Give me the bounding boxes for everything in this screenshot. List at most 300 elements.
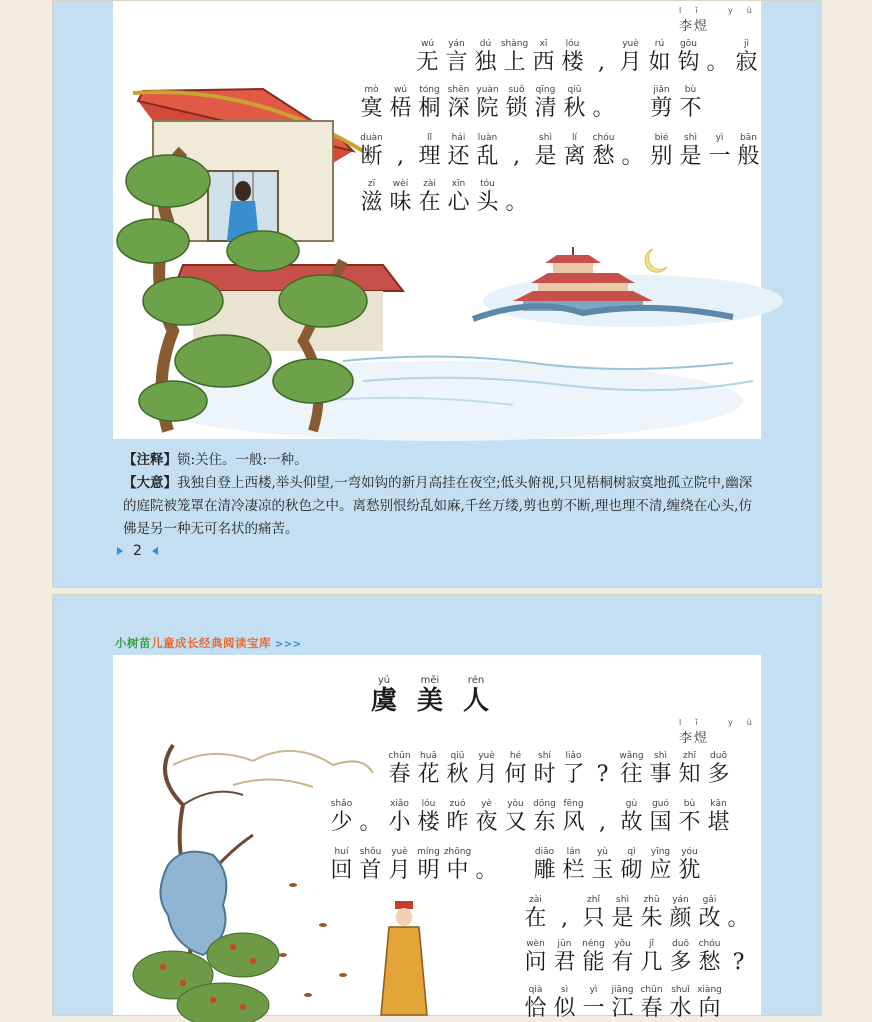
pinyin: duō [710, 751, 727, 761]
hanzi: 梧 [389, 96, 412, 121]
poem-char [385, 751, 414, 788]
hanzi: 上 [503, 50, 526, 75]
poem-char [531, 133, 560, 170]
pinyin: shǎo [330, 799, 353, 809]
hanzi: ? [732, 950, 745, 975]
pinyin: qiū [567, 85, 582, 95]
poem-char [530, 751, 559, 788]
hanzi: 锁 [505, 96, 528, 121]
pinyin: gōu [680, 39, 697, 49]
poem-char [356, 799, 385, 836]
hanzi: 。 [475, 858, 498, 883]
poem-char [617, 847, 646, 884]
pinyin: lán [566, 847, 581, 857]
hanzi: 别 [650, 144, 673, 169]
poem-char [502, 179, 531, 216]
hanzi: 何 [504, 762, 527, 787]
poem-char [676, 85, 705, 122]
hanzi: 寞 [360, 96, 383, 121]
pinyin: zài [423, 179, 436, 189]
pinyin: qiū [450, 751, 465, 761]
pinyin: lí [571, 133, 577, 143]
author-pinyin-two: lǐ yù [679, 718, 766, 727]
hanzi: 颜 [669, 906, 692, 931]
pinyin: dōng [533, 799, 556, 809]
hanzi: 深 [447, 96, 470, 121]
hanzi: 愁 [698, 950, 721, 975]
poem-char [472, 847, 501, 884]
poem-char [647, 133, 676, 170]
pinyin: zhōng [443, 847, 472, 857]
pinyin: qì [627, 847, 636, 857]
hanzi: 滋 [360, 190, 383, 215]
poem-line [357, 85, 705, 122]
poem-char [501, 799, 530, 836]
poem-char [550, 895, 579, 932]
pinyin: qià [528, 985, 543, 995]
poem-char [704, 799, 733, 836]
poem-char [675, 799, 704, 836]
poem-char [529, 39, 558, 76]
poem-char [666, 939, 695, 976]
hanzi: 春 [640, 996, 663, 1021]
hanzi: 不 [679, 96, 702, 121]
hanzi: ? [596, 762, 609, 787]
hanzi: 只 [582, 906, 605, 931]
pinyin: shì [616, 895, 629, 905]
poem-char [589, 133, 618, 170]
hanzi: 月 [388, 858, 411, 883]
hanzi: 国 [649, 810, 672, 835]
author-name: lǐ yù 李煜 [679, 6, 766, 34]
poem-char [646, 799, 675, 836]
pinyin: rú [654, 39, 665, 49]
poem-char [415, 179, 444, 216]
poem-char [357, 85, 386, 122]
pinyin: shàng [500, 39, 529, 49]
hanzi: 楼 [561, 50, 584, 75]
hanzi: 院 [476, 96, 499, 121]
hanzi: 明 [417, 858, 440, 883]
hanzi: 中 [446, 858, 469, 883]
hanzi: 风 [562, 810, 585, 835]
hanzi: 。 [621, 144, 644, 169]
pinyin: suǒ [508, 85, 525, 95]
poem-char [501, 751, 530, 788]
hanzi: 事 [649, 762, 672, 787]
poem-char [588, 799, 617, 836]
hanzi: 味 [389, 190, 412, 215]
hanzi: 头 [476, 190, 499, 215]
poem-char [618, 85, 647, 122]
poem-char [705, 133, 734, 170]
hanzi: 首 [359, 858, 382, 883]
author-name-two: lǐ yù 李煜 [679, 718, 766, 746]
hanzi: 多 [669, 950, 692, 975]
hanzi: 雕 [533, 858, 556, 883]
poem-char [608, 985, 637, 1022]
poem-char [443, 799, 472, 836]
hanzi: 改 [698, 906, 721, 931]
hanzi: 栏 [562, 858, 585, 883]
poem-char [616, 39, 645, 76]
pinyin: gǎi [702, 895, 717, 905]
pinyin: bù [683, 799, 696, 809]
poem-char [608, 895, 637, 932]
hanzi: 回 [330, 858, 353, 883]
poem-char [559, 847, 588, 884]
poem-char [385, 799, 414, 836]
poem-char [704, 751, 733, 788]
hanzi: 如 [648, 50, 671, 75]
hanzi: 玉 [591, 858, 614, 883]
pinyin: duō [672, 939, 689, 949]
poem-char [414, 751, 443, 788]
hanzi: 。 [505, 190, 528, 215]
page-two [52, 594, 822, 1021]
pinyin: yuàn [476, 85, 499, 95]
hanzi: 水 [669, 996, 692, 1021]
pinyin: yòu [507, 799, 524, 809]
pinyin: zī [367, 179, 376, 189]
hanzi: 清 [534, 96, 557, 121]
poem-char [327, 799, 356, 836]
hanzi: 钩 [677, 50, 700, 75]
poem-panel-two [113, 655, 766, 1021]
hanzi: 故 [620, 810, 643, 835]
pinyin: chūn [388, 751, 411, 761]
pinyin: huí [334, 847, 349, 857]
hanzi: 向 [698, 996, 721, 1021]
pinyin: huā [420, 751, 437, 761]
pinyin: jiāng [611, 985, 634, 995]
poem-char [442, 39, 471, 76]
pinyin: yì [589, 985, 598, 995]
poem-char [560, 133, 589, 170]
poem-char [675, 847, 704, 884]
left-triangle-icon [152, 547, 158, 555]
pinyin: yuè [478, 751, 495, 761]
pinyin: shì [539, 133, 552, 143]
hanzi: 离 [563, 144, 586, 169]
title-char [453, 675, 499, 716]
pinyin: yǒu [614, 939, 631, 949]
hanzi: 虞 [370, 686, 397, 716]
poem-char [703, 39, 732, 76]
poem-char [502, 133, 531, 170]
poem-char [579, 895, 608, 932]
poem-char [589, 85, 618, 122]
poem-line [521, 985, 724, 1022]
hanzi: 美 [416, 686, 443, 716]
hanzi: 又 [504, 810, 527, 835]
pinyin: shì [684, 133, 697, 143]
poem-char [724, 895, 753, 932]
title-char [361, 675, 407, 716]
pinyin: yì [715, 133, 724, 143]
poem-char [617, 751, 646, 788]
hanzi: 多 [707, 762, 730, 787]
pinyin: dú [479, 39, 492, 49]
poem-char [695, 939, 724, 976]
hanzi: 般 [737, 144, 760, 169]
hanzi: 几 [640, 950, 663, 975]
poem-line [385, 751, 733, 788]
pinyin: chóu [698, 939, 721, 949]
meaning-paragraph: 【大意】我独自登上西楼,举头仰望,一弯如钩的新月高挂在夜空;低头俯视,只见梧桐树寂寞地孤立院中,幽深的庭院被笼罩在清冷凄凉的秋色之中。离愁别恨纷乱如麻,千丝万缕,剪也剪不断,理也理不清,缠绕在心头,仿佛是另一种无可名状的痛苦。 [123, 475, 753, 537]
pinyin: duàn [360, 133, 383, 143]
poem-char [558, 39, 587, 76]
hanzi: 楼 [417, 810, 440, 835]
poem-char [646, 751, 675, 788]
pinyin: zuó [449, 799, 466, 809]
hanzi: 。 [592, 96, 615, 121]
poem-line [413, 39, 761, 76]
hanzi: 春 [388, 762, 411, 787]
hanzi: 能 [582, 950, 605, 975]
pinyin: xiàng [697, 985, 722, 995]
pinyin: chūn [640, 985, 663, 995]
poem-char [502, 85, 531, 122]
hanzi: 乱 [476, 144, 499, 169]
poem-char [385, 847, 414, 884]
poem-char [617, 799, 646, 836]
pinyin: bān [740, 133, 757, 143]
poem-char [521, 939, 550, 976]
pinyin: xī [539, 39, 548, 49]
hanzi: , [513, 144, 520, 169]
poem-char [386, 133, 415, 170]
hanzi: 愁 [592, 144, 615, 169]
hanzi: 理 [418, 144, 441, 169]
poem-char [550, 985, 579, 1022]
page-number: 2 [117, 543, 158, 559]
hanzi: 了 [562, 762, 585, 787]
poem-char [500, 39, 529, 76]
hanzi: 在 [524, 906, 547, 931]
poem-char [559, 799, 588, 836]
pinyin: yóu [681, 847, 698, 857]
poem-char [645, 39, 674, 76]
hanzi: 昨 [446, 810, 469, 835]
arrows-icon: >>> [275, 639, 302, 650]
pinyin: zhī [683, 751, 696, 761]
hanzi: 恰 [524, 996, 547, 1021]
poem-char [674, 39, 703, 76]
poem-line [327, 799, 733, 836]
pinyin: wèn [526, 939, 545, 949]
poem-char [473, 85, 502, 122]
poem-char [444, 133, 473, 170]
series-title: 小树苗儿童成长经典阅读宝库 >>> [115, 636, 302, 650]
poem-char [521, 895, 550, 932]
hanzi: 一 [708, 144, 731, 169]
pinyin: xiǎo [390, 799, 409, 809]
hanzi: 是 [679, 144, 702, 169]
hanzi: 往 [620, 762, 643, 787]
pinyin: yán [672, 895, 689, 905]
pinyin: chóu [592, 133, 615, 143]
hanzi: 有 [611, 950, 634, 975]
poem-char [695, 895, 724, 932]
poem-title [361, 675, 499, 716]
pinyin: qīng [535, 85, 556, 95]
hanzi: 是 [611, 906, 634, 931]
author-pinyin: lǐ yù [679, 6, 766, 15]
annotation-block [123, 449, 763, 541]
poem-char [666, 985, 695, 1022]
pinyin: zhǐ [587, 895, 600, 905]
hanzi: 夜 [475, 810, 498, 835]
hanzi: 似 [553, 996, 576, 1021]
poem-char [675, 751, 704, 788]
poem-char [443, 751, 472, 788]
pinyin: jiǎn [653, 85, 670, 95]
poem-line [357, 179, 531, 216]
pinyin: xīn [451, 179, 466, 189]
hanzi: 寂 [735, 50, 758, 75]
hanzi: 是 [534, 144, 557, 169]
hanzi: 堪 [707, 810, 730, 835]
poem-char [386, 179, 415, 216]
hanzi: 言 [445, 50, 468, 75]
poem-char [637, 985, 666, 1022]
poem-char [444, 85, 473, 122]
pinyin: shēn [447, 85, 470, 95]
pinyin: yán [448, 39, 465, 49]
poem-char [327, 847, 356, 884]
hanzi: 犹 [678, 858, 701, 883]
poem-char [356, 847, 385, 884]
pinyin: hé [509, 751, 522, 761]
pinyin: rén [467, 675, 485, 686]
poem-char [676, 133, 705, 170]
pinyin: hái [451, 133, 466, 143]
poem-char [579, 985, 608, 1022]
poem-panel [113, 1, 766, 439]
hanzi: 。 [359, 810, 382, 835]
poem-char [695, 985, 724, 1022]
pinyin: néng [582, 939, 605, 949]
pinyin: bù [684, 85, 697, 95]
pinyin: jì [743, 39, 749, 49]
pinyin: yù [596, 847, 609, 857]
hanzi: , [397, 144, 404, 169]
pinyin: yú [377, 675, 391, 686]
pinyin: wú [420, 39, 435, 49]
hanzi: 还 [447, 144, 470, 169]
hanzi: 知 [678, 762, 701, 787]
poem-char [646, 847, 675, 884]
poem-char [588, 847, 617, 884]
pinyin: tóng [419, 85, 440, 95]
poem-char [587, 39, 616, 76]
poem-char [550, 939, 579, 976]
pinyin: shuǐ [671, 985, 690, 995]
poem-char [734, 133, 763, 170]
poem-char [559, 751, 588, 788]
poem-char [444, 179, 473, 216]
poem-char [501, 847, 530, 884]
poem-char [473, 133, 502, 170]
hanzi: 断 [360, 144, 383, 169]
poem-char [724, 939, 753, 976]
hanzi: 江 [611, 996, 634, 1021]
pinyin: wèi [392, 179, 409, 189]
pinyin: lóu [421, 799, 436, 809]
hanzi: 。 [706, 50, 729, 75]
poem-char [413, 39, 442, 76]
pinyin: yīng [650, 847, 671, 857]
poem-char [560, 85, 589, 122]
pinyin: liǎo [565, 751, 582, 761]
poem-line [521, 939, 753, 976]
pinyin: lǐ [426, 133, 432, 143]
hanzi: 剪 [650, 96, 673, 121]
poem-char [472, 751, 501, 788]
pinyin: lóu [565, 39, 580, 49]
hanzi: 月 [619, 50, 642, 75]
hanzi: 月 [475, 762, 498, 787]
pinyin: wǎng [619, 751, 644, 761]
pinyin: diāo [534, 847, 555, 857]
pinyin: guó [652, 799, 669, 809]
poem-char [608, 939, 637, 976]
hanzi: 不 [678, 810, 701, 835]
note-line: 【注释】锁:关住。一般:一种。 [123, 452, 308, 468]
hanzi: 砌 [620, 858, 643, 883]
hanzi: 秋 [446, 762, 469, 787]
hanzi: 小 [388, 810, 411, 835]
pinyin: jūn [557, 939, 572, 949]
poem-char [588, 751, 617, 788]
hanzi: 心 [447, 190, 470, 215]
poem-char [386, 85, 415, 122]
poem-char [414, 847, 443, 884]
hanzi: 应 [649, 858, 672, 883]
poem-char [415, 133, 444, 170]
hanzi: 东 [533, 810, 556, 835]
pinyin: shì [654, 751, 667, 761]
pinyin: zài [529, 895, 542, 905]
poem-char [357, 179, 386, 216]
poem-char [666, 895, 695, 932]
hanzi: 在 [418, 190, 441, 215]
hanzi: , [561, 906, 568, 931]
poem-char [579, 939, 608, 976]
poem-char [637, 895, 666, 932]
pinyin: jǐ [648, 939, 654, 949]
poem-char [637, 939, 666, 976]
hanzi: 西 [532, 50, 555, 75]
pinyin: bié [654, 133, 669, 143]
hanzi: 少 [330, 810, 353, 835]
poem-char [647, 85, 676, 122]
pinyin: shǒu [359, 847, 382, 857]
hanzi: 独 [474, 50, 497, 75]
poem-char [443, 847, 472, 884]
hanzi: 秋 [563, 96, 586, 121]
pinyin: míng [417, 847, 440, 857]
poem-char [732, 39, 761, 76]
title-char [407, 675, 453, 716]
pinyin: yuè [391, 847, 408, 857]
poem-char [530, 847, 559, 884]
poem-char [471, 39, 500, 76]
pinyin: luàn [477, 133, 498, 143]
poem-char [472, 799, 501, 836]
pinyin: tóu [480, 179, 495, 189]
